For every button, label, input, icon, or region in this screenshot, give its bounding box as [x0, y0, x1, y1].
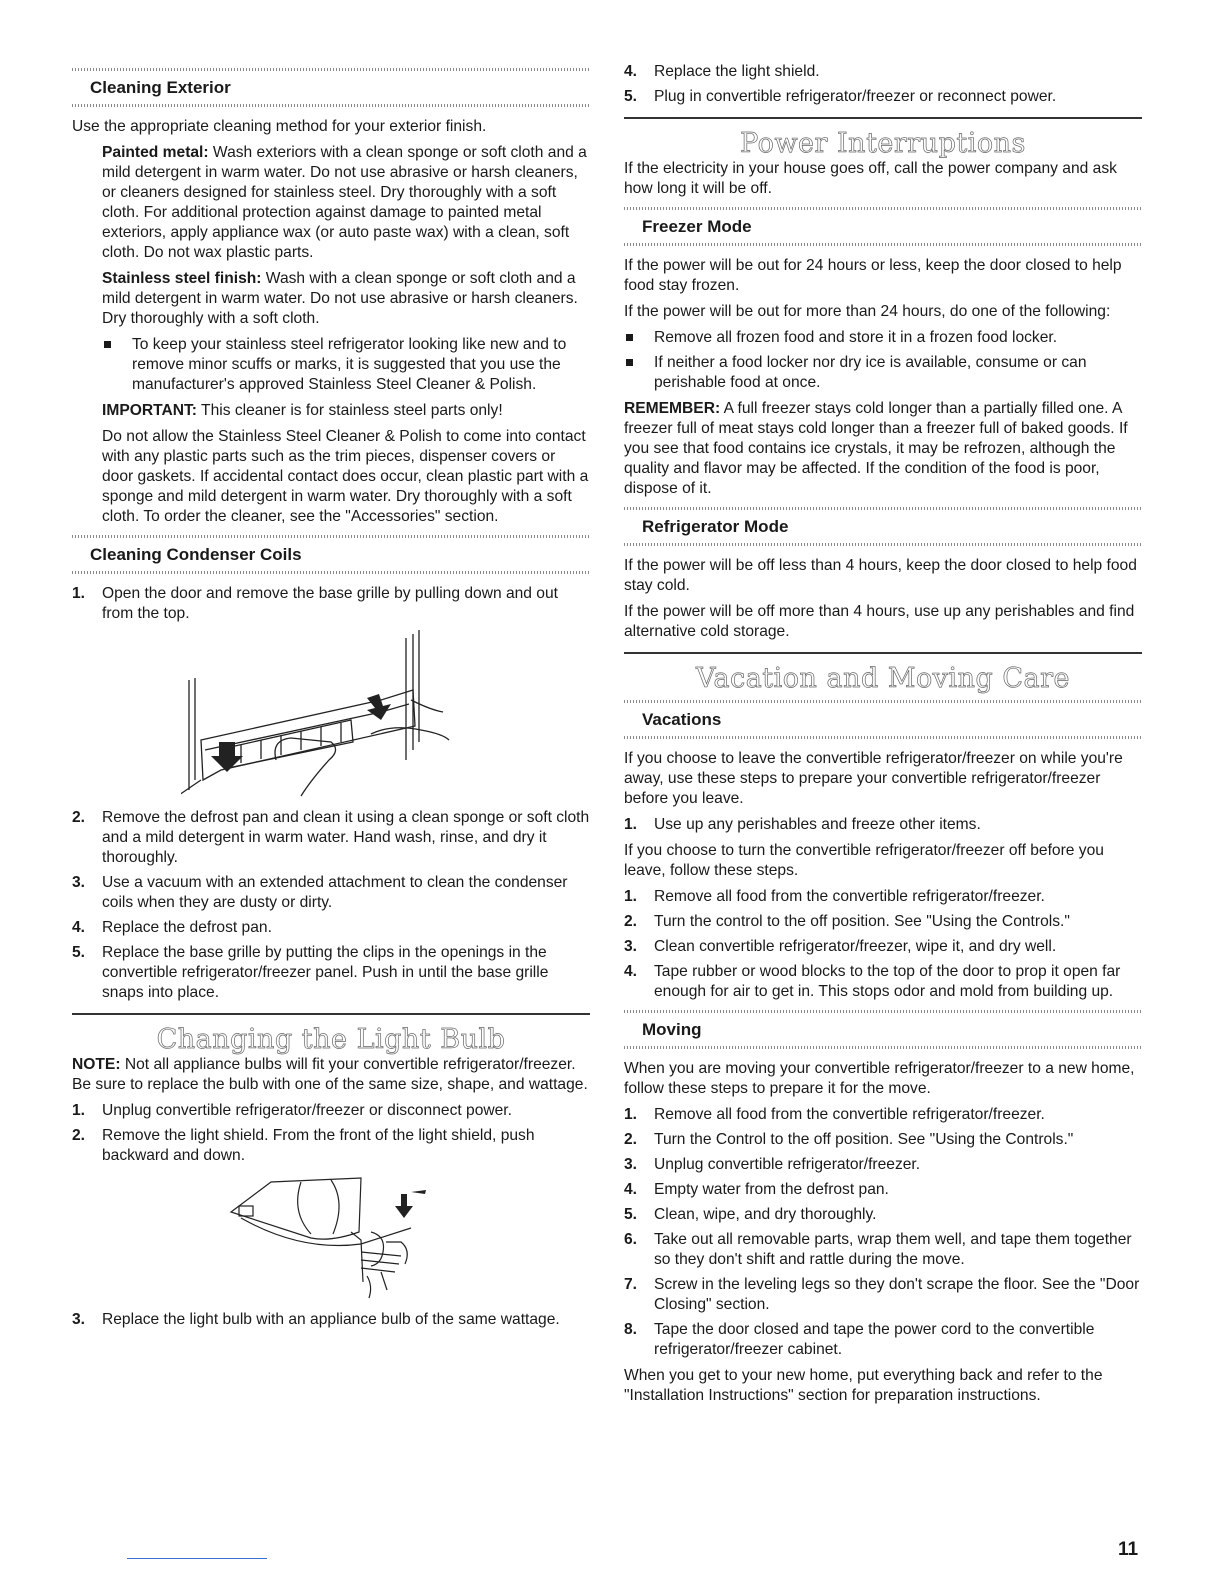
list-item: 3. Replace the light bulb with an appliance bulb of the same wattage.: [72, 1311, 560, 1328]
contact-paragraph: Do not allow the Stainless Steel Cleaner & Polish to come into contact with any plastic parts such as the trim pieces, dispenser covers or door gaskets. If accidental contact does occur, clean plastic part with a sponge and mild detergent in warm water. Dry thoroughly with a soft cloth. To order the cleaner, see the "Accessories" section.: [102, 428, 589, 525]
cleaning-exterior-intro: Use the appropriate cleaning method for your exterior finish.: [72, 118, 487, 135]
freezer-p1: If the power will be out for 24 hours or less, keep the door closed to help food stay frozen.: [624, 257, 1122, 294]
page-number: 11: [1118, 1539, 1139, 1560]
list-item: 4. Replace the light shield.: [624, 63, 820, 80]
bullet-square-icon: [626, 359, 633, 366]
freezer-bullets: [624, 328, 1142, 393]
list-item: 1. Open the door and remove the base grille by pulling down and out from the top.: [72, 585, 558, 622]
note-text: Not all appliance bulbs will fit your convertible refrigerator/freezer. Be sure to replace the bulb with one of the same size, shape, and wattage.: [72, 1056, 588, 1093]
list-item: 2. Turn the control to the off position. See "Using the Controls.": [624, 913, 1070, 930]
footer-divider: [127, 1558, 267, 1559]
stainless-paragraph: [72, 269, 590, 329]
list-item: 4. Replace the defrost pan.: [72, 919, 272, 936]
list-item: 6. Take out all removable parts, wrap them well, and tape them together so they don't shift and rattle during the move.: [624, 1231, 1132, 1268]
list-item: 1. Remove all food from the convertible refrigerator/freezer.: [624, 888, 1045, 905]
list-item: 1. Remove all food from the convertible refrigerator/freezer.: [624, 1106, 1045, 1123]
list-item: 7. Screw in the leveling legs so they don't scrape the floor. See the "Door Closing" section.: [624, 1276, 1140, 1313]
list-item: 5. Replace the base grille by putting the clips in the openings in the convertible refrigerator/freezer panel. Push in until the base grille snaps into place.: [72, 944, 549, 1001]
condenser-heading: Cleaning Condenser Coils: [72, 533, 590, 576]
cleaning-exterior-heading: Cleaning Exterior: [72, 66, 590, 109]
refrigerator-mode-heading: Refrigerator Mode: [624, 505, 1142, 548]
list-item: 4. Empty water from the defrost pan.: [624, 1181, 889, 1198]
important-text: This cleaner is for stainless steel parts only!: [197, 402, 503, 419]
remember-paragraph: REMEMBER: A full freezer stays cold longer than a partially filled one. A freezer full of meat stays cold longer than a freezer full of baked goods. If you see that food contains ice crystals, it may be refrozen, although the quality and flavor may be affected. If the condition of the food is poor, dispose of it.: [624, 400, 1128, 497]
list-item: 2. Remove the light shield. From the front of the light shield, push backward and down.: [72, 1127, 535, 1164]
moving-steps: [624, 1105, 1142, 1360]
base-grille-illustration: [181, 630, 481, 800]
freezer-mode-heading: Freezer Mode: [624, 205, 1142, 248]
moving-outro: When you get to your new home, put everything back and refer to the "Installation Instructions" section for preparation instructions.: [624, 1367, 1103, 1404]
painted-metal-text: Wash exteriors with a clean sponge or soft cloth and a mild detergent in warm water. Do not use abrasive or harsh cleaners, or cleaners designed for stainless steel. Dry thoroughly with a soft cloth. For additional protection against damage to painted metal exteriors, apply appliance wax (or auto paste wax) with a clean, soft cloth. Do not wax plastic parts.: [102, 144, 587, 261]
moving-intro: When you are moving your convertible refrigerator/freezer to a new home, follow these steps to prepare it for the move.: [624, 1060, 1135, 1097]
list-item: If neither a food locker nor dry ice is available, consume or can perishable food at once.: [624, 353, 1142, 393]
light-bulb-steps: [72, 1101, 590, 1166]
stainless-bullet-text: To keep your stainless steel refrigerator looking like new and to remove minor scuffs or marks, it is suggested that you use the manufacturer's approved Stainless Steel Cleaner & Polish.: [132, 336, 567, 393]
stainless-text: Wash with a clean sponge or soft cloth and a mild detergent in warm water. Do not use abrasive or harsh cleaners. Dry thoroughly with a soft cloth.: [102, 270, 578, 327]
list-item: 3. Clean convertible refrigerator/freezer, wipe it, and dry well.: [624, 938, 1057, 955]
light-shield-illustration: [211, 1172, 451, 1302]
condenser-step-1: Open the door and remove the base grille by pulling down and out from the top.: [102, 585, 558, 622]
list-item: 8. Tape the door closed and tape the power cord to the convertible refrigerator/freezer cabinet.: [624, 1321, 1095, 1358]
list-item: 2. Turn the Control to the off position. See "Using the Controls.": [624, 1131, 1074, 1148]
vacations-heading: Vacations: [624, 698, 1142, 741]
list-item: 1. Unplug convertible refrigerator/freezer or disconnect power.: [72, 1102, 512, 1119]
stainless-bullets: [72, 335, 590, 395]
list-item: 4. Tape rubber or wood blocks to the top of the door to prop it open far enough for air to get in. This stops odor and mold from building up.: [624, 963, 1121, 1000]
freezer-p2: If the power will be out for more than 24 hours, do one of the following:: [624, 303, 1111, 320]
vacations-intro: If you choose to leave the convertible refrigerator/freezer on while you're away, use these steps to prepare your convertible refrigerator/freezer before you leave.: [624, 750, 1123, 807]
list-item: [102, 335, 590, 395]
changing-light-bulb-heading: Changing the Light Bulb: [72, 1013, 590, 1055]
list-item: Remove all frozen food and store it in a frozen food locker.: [624, 328, 1142, 348]
note-label: NOTE:: [72, 1056, 121, 1073]
fridge-p2: If the power will be off more than 4 hours, use up any perishables and find alternative cold storage.: [624, 603, 1135, 640]
left-column: [72, 62, 590, 1336]
painted-metal-label: Painted metal:: [102, 144, 209, 161]
important-paragraph: [72, 401, 590, 421]
moving-heading: Moving: [624, 1008, 1142, 1051]
vacation-moving-heading: Vacation and Moving Care: [624, 652, 1142, 694]
painted-metal-paragraph: [72, 143, 590, 263]
vacations-intro-2: If you choose to turn the convertible refrigerator/freezer off before you leave, follow these steps.: [624, 842, 1104, 879]
light-bulb-steps-continued: [624, 62, 1142, 107]
list-item: 5. Clean, wipe, and dry thoroughly.: [624, 1206, 877, 1223]
light-bulb-note: [72, 1055, 590, 1095]
power-intro: If the electricity in your house goes off, call the power company and ask how long it will be off.: [624, 160, 1117, 197]
remember-label: REMEMBER:: [624, 400, 721, 417]
fridge-p1: If the power will be off less than 4 hours, keep the door closed to help food stay cold.: [624, 557, 1137, 594]
condenser-step1-list: [72, 584, 590, 624]
bullet-square-icon: [104, 341, 111, 348]
vacation-step1-list: [624, 815, 1142, 835]
right-column: [624, 62, 1142, 1412]
vacation-steps: [624, 887, 1142, 1002]
list-item: 3. Use a vacuum with an extended attachment to clean the condenser coils when they are dusty or dirty.: [72, 874, 568, 911]
list-item: 5. Plug in convertible refrigerator/freezer or reconnect power.: [624, 88, 1057, 105]
bullet-square-icon: [626, 334, 633, 341]
light-bulb-step3: [72, 1310, 590, 1330]
stainless-label: Stainless steel finish:: [102, 270, 262, 287]
power-interruptions-heading: Power Interruptions: [624, 117, 1142, 159]
list-item: 3. Unplug convertible refrigerator/freezer.: [624, 1156, 921, 1173]
important-label: IMPORTANT:: [102, 402, 197, 419]
list-item: 2. Remove the defrost pan and clean it using a clean sponge or soft cloth and a mild detergent in warm water. Hand wash, rinse, and dry it thoroughly.: [72, 809, 590, 866]
condenser-steps: [72, 808, 590, 1003]
list-item: 1. Use up any perishables and freeze other items.: [624, 816, 981, 833]
